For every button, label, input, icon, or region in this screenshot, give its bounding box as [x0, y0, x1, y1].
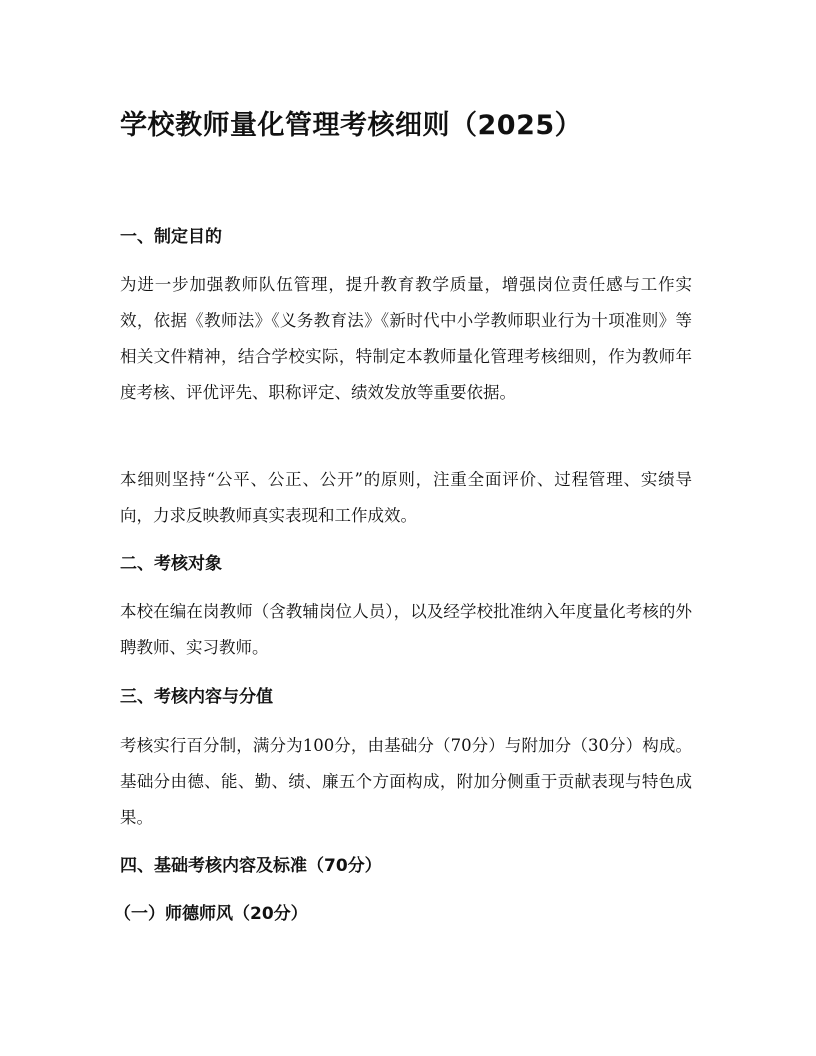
section-heading-content-scores: 三、考核内容与分值: [120, 687, 273, 707]
subheading-ethics: （一）师德师风（20分）: [114, 904, 308, 924]
document-title: 学校教师量化管理考核细则（2025）: [120, 110, 583, 141]
paragraph-purpose-principle: 本细则坚持“公平、公正、公开”的原则，注重全面评价、过程管理、实绩导向，力求反映教师真实表现和工作成效。: [120, 470, 692, 525]
paragraph-targets: 本校在编在岗教师（含教辅岗位人员），以及经学校批准纳入年度量化考核的外聘教师、实习教师。: [120, 602, 692, 657]
section-heading-purpose: 一、制定目的: [120, 227, 222, 247]
paragraph-content-scores: 考核实行百分制，满分为100分，由基础分（70分）与附加分（30分）构成。基础分由德、能、勤、绩、廉五个方面构成，附加分侧重于贡献表现与特色成果。: [120, 736, 692, 827]
section-heading-targets: 二、考核对象: [120, 554, 222, 574]
paragraph-purpose-basis: 为进一步加强教师队伍管理，提升教育教学质量，增强岗位责任感与工作实效，依据《教师法》《义务教育法》《新时代中小学教师职业行为十项准则》等相关文件精神，结合学校实际，特制定本教师量化管理考核细则，作为教师年度考核、评优评先、职称评定、绩效发放等重要依据。: [120, 275, 692, 402]
section-heading-basic-criteria: 四、基础考核内容及标准（70分）: [120, 856, 382, 876]
